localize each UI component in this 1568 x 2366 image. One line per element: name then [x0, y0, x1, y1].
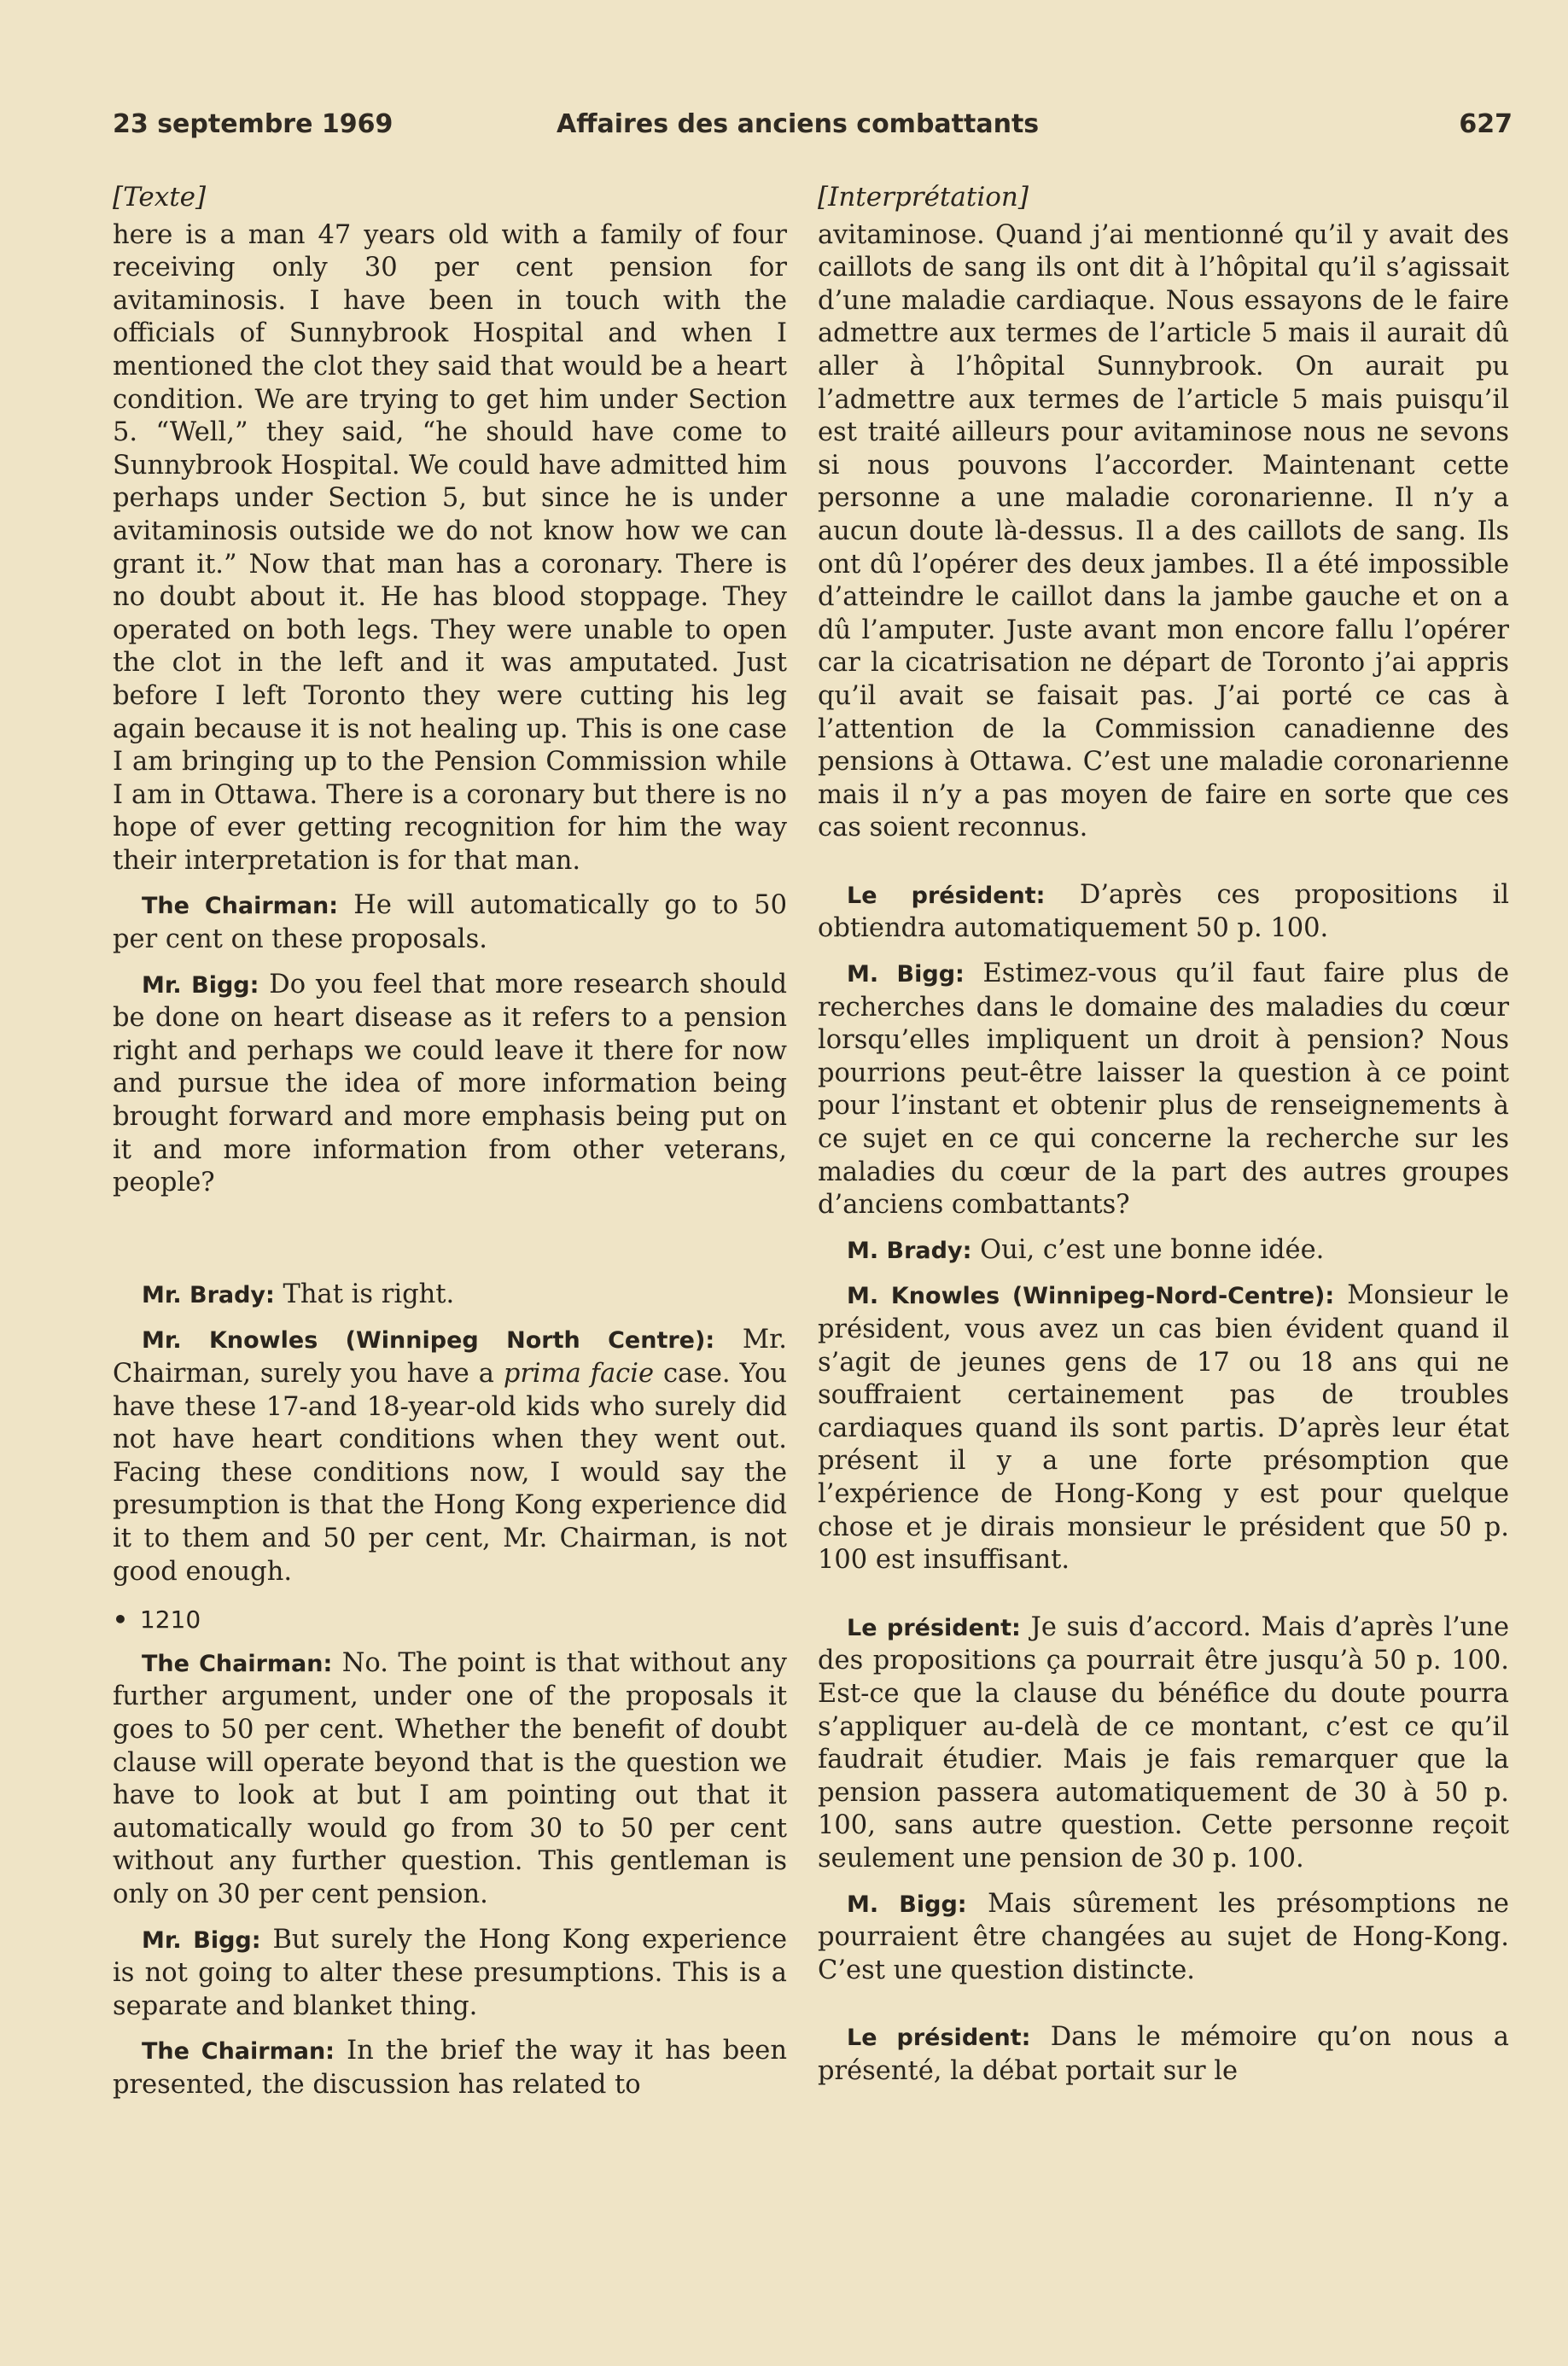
header-title: Affaires des anciens combattants: [557, 109, 1040, 139]
statement-text: Mais sûrement les présomptions ne pourraient être changées au sujet de Hong-Kong. C’est une question distincte.: [818, 1888, 1509, 1985]
speaker-name: The Chairman:: [142, 893, 339, 920]
speaker-name: The Chairman:: [142, 2038, 335, 2066]
speaker-name: The Chairman:: [142, 1650, 333, 1677]
time-marker-value: 1210: [139, 1606, 201, 1635]
statement-italic: prima facie: [503, 1359, 655, 1389]
english-statement-knowles: [113, 1324, 787, 1588]
english-statement-bigg-1: [113, 969, 787, 1200]
speaker-name: M. Bigg:: [847, 1891, 967, 1918]
speaker-name: Mr. Knowles (Winnipeg North Centre):: [142, 1327, 715, 1355]
french-paragraph-1: avitaminose. Quand j’ai mentionné qu’il y avait des caillots de sang ils ont dit à l’hôpital qu’il s’agissait d’une maladie cardiaque. Nous essayons de le faire admettre aux termes de l’article 5 mais il aurait dû aller à l’hôpital Sunnybrook. On aurait pu l’admettre aux termes de l’article 5 mais puisqu’il est traité ailleurs pour avitaminose nous ne sevons si nous pouvons l’accorder. Maintenant cette personne a une maladie coronarienne. Il n’y a aucun doute là-dessus. Il a des caillots de sang. Ils ont dû l’opérer des deux jambes. Il a été impossible d’atteindre le caillot dans la jambe gauche et on a dû l’amputer. Juste avant mon encore fallu l’opérer car la cicatrisation ne départ de Toronto j’ai appris qu’il avait se faisait pas. J’ai porté ce cas à l’attention de la Commission canadienne des pensions à Ottawa. C’est une maladie coronarienne mais il n’y a pas moyen de faire en sorte que ces cas soient reconnus.: [818, 219, 1509, 843]
french-column: [818, 181, 1509, 2088]
statement-text: D’après ces propositions il obtiendra automatiquement 50 p. 100.: [818, 879, 1509, 944]
french-statement-brady: [818, 1234, 1509, 1268]
french-column-label: [Interprétation]: [818, 182, 1029, 213]
english-column-label: [Texte]: [113, 182, 207, 213]
bullet-icon: •: [113, 1606, 128, 1635]
statement-text: Je suis d’accord. Mais d’après l’une des propositions ça pourrait être jusqu’à 50 p. 100. Est-ce que la clause du bénéfice du doute pourra s’appliquer au-delà de ce montant, c’est ce qu’il faudrait étudier. Mais je fais remarquer que la pension passera automatiquement de 30 à 50 p. 100, sans autre question. Cette personne reçoit seulement une pension de 30 p. 100.: [818, 1611, 1510, 1874]
french-statement-knowles: [818, 1279, 1509, 1576]
speaker-name: Mr. Brady:: [142, 1281, 275, 1308]
english-statement-brady: [113, 1279, 787, 1313]
statement-text: Mr. Chairman, surely you have a: [113, 1325, 787, 1389]
page-header: [113, 109, 1513, 152]
time-marker: [113, 1604, 787, 1637]
statement-text: In the brief the way it has been presented, the discussion has related to: [113, 2036, 787, 2100]
statement-text: That is right.: [283, 1279, 455, 1309]
statement-text: Dans le mémoire qu’on nous a présenté, la débat portait sur le: [818, 2022, 1509, 2086]
english-statement-chairman-2: [113, 1647, 787, 1912]
french-statement-president-3: [818, 2021, 1509, 2088]
header-date: 23 septembre 1969: [113, 109, 393, 139]
french-statement-bigg-1: [818, 958, 1509, 1222]
speaker-name: Mr. Bigg:: [142, 971, 259, 999]
english-paragraph-1: here is a man 47 years old with a family of four receiving only 30 per cent pension for avitaminosis. I have been in touch with the officials of Sunnybrook Hospital and when I mentioned the clot they said that would be a heart condition. We are trying to get him under Section 5. “Well,” they said, “he should have come to Sunnybrook Hospital. We could have admitted him perhaps under Section 5, but since he is under avitaminosis outside we do not know how we can grant it.” Now that man has a coronary. There is no doubt about it. He has blood stoppage. They operated on both legs. They were unable to open the clot in the left and it was amputated. Just before I left Toronto they were cutting his leg again because it is not healing up. This is one case I am bringing up to the Pension Commission while I am in Ottawa. There is a coronary but there is no hope of ever getting recognition for him the way their interpretation is for that man.: [113, 219, 787, 876]
speaker-name: Le président:: [847, 882, 1046, 909]
speaker-name: Mr. Bigg:: [142, 1926, 261, 1954]
statement-text: Monsieur le président, vous avez un cas bien évident quand il s’agit de jeunes gens de 17 ou 18 ans qui ne souffraient certainement pas de troubles cardiaques quand ils sont partis. D’après leur état présent il y a une forte présomption que l’expérience de Hong-Kong y est pour quelque chose et je dirais monsieur le président que 50 p. 100 est insuffisant.: [818, 1280, 1509, 1576]
page-number: 627: [1459, 109, 1513, 139]
statement-text: case. You have these 17-and 18-year-old kids who surely did not have heart conditions when they went out. Facing these conditions now, I would say the presumption is that the Hong Kong experience did it to them and 50 per cent, Mr. Chairman, is not good enough.: [113, 1359, 787, 1587]
speaker-name: M. Brady:: [847, 1237, 972, 1264]
english-column: [113, 181, 787, 2101]
statement-text: No. The point is that without any further argument, under one of the proposals it goes to 50 per cent. Whether the benefit of doubt clause will operate beyond that is the question we have to look at but I am pointing out that it automatically would go from 30 to 50 per cent without any further question. This gentleman is only on 30 per cent pension.: [113, 1647, 787, 1909]
statement-text: He will automatically go to 50 per cent on these proposals.: [113, 890, 787, 955]
french-statement-president-2: [818, 1611, 1509, 1876]
english-statement-chairman-1: [113, 889, 787, 956]
english-statement-chairman-3: [113, 2035, 787, 2101]
english-statement-bigg-2: [113, 1924, 787, 2024]
speaker-name: M. Knowles (Winnipeg-Nord-Centre):: [847, 1283, 1335, 1310]
statement-text: Estimez-vous qu’il faut faire plus de recherches dans le domaine des maladies du cœur lorsqu’elles impliquent un droit à pension? Nous pourrions peut-être laisser la question à ce point pour l’instant et obtenir plus de renseignements à ce sujet en ce qui concerne la recherche sur les maladies du cœur de la part des autres groupes d’anciens combattants?: [818, 959, 1510, 1221]
speaker-name: Le président:: [847, 1614, 1021, 1641]
statement-text: Do you feel that more research should be done on heart disease as it refers to a pension right and perhaps we could leave it there for now and pursue the idea of more information being brought forward and more emphasis being put on it and more information from other veterans, people?: [113, 969, 787, 1198]
speaker-name: M. Bigg:: [847, 961, 965, 988]
speaker-name: Le président:: [847, 2025, 1031, 2052]
statement-text: Oui, c’est une bonne idée.: [980, 1234, 1325, 1265]
statement-text: But surely the Hong Kong experience is not going to alter these presumptions. This is a separate and blanket thing.: [113, 1924, 787, 2021]
french-statement-bigg-2: [818, 1888, 1509, 1988]
french-statement-president-1: [818, 879, 1509, 946]
